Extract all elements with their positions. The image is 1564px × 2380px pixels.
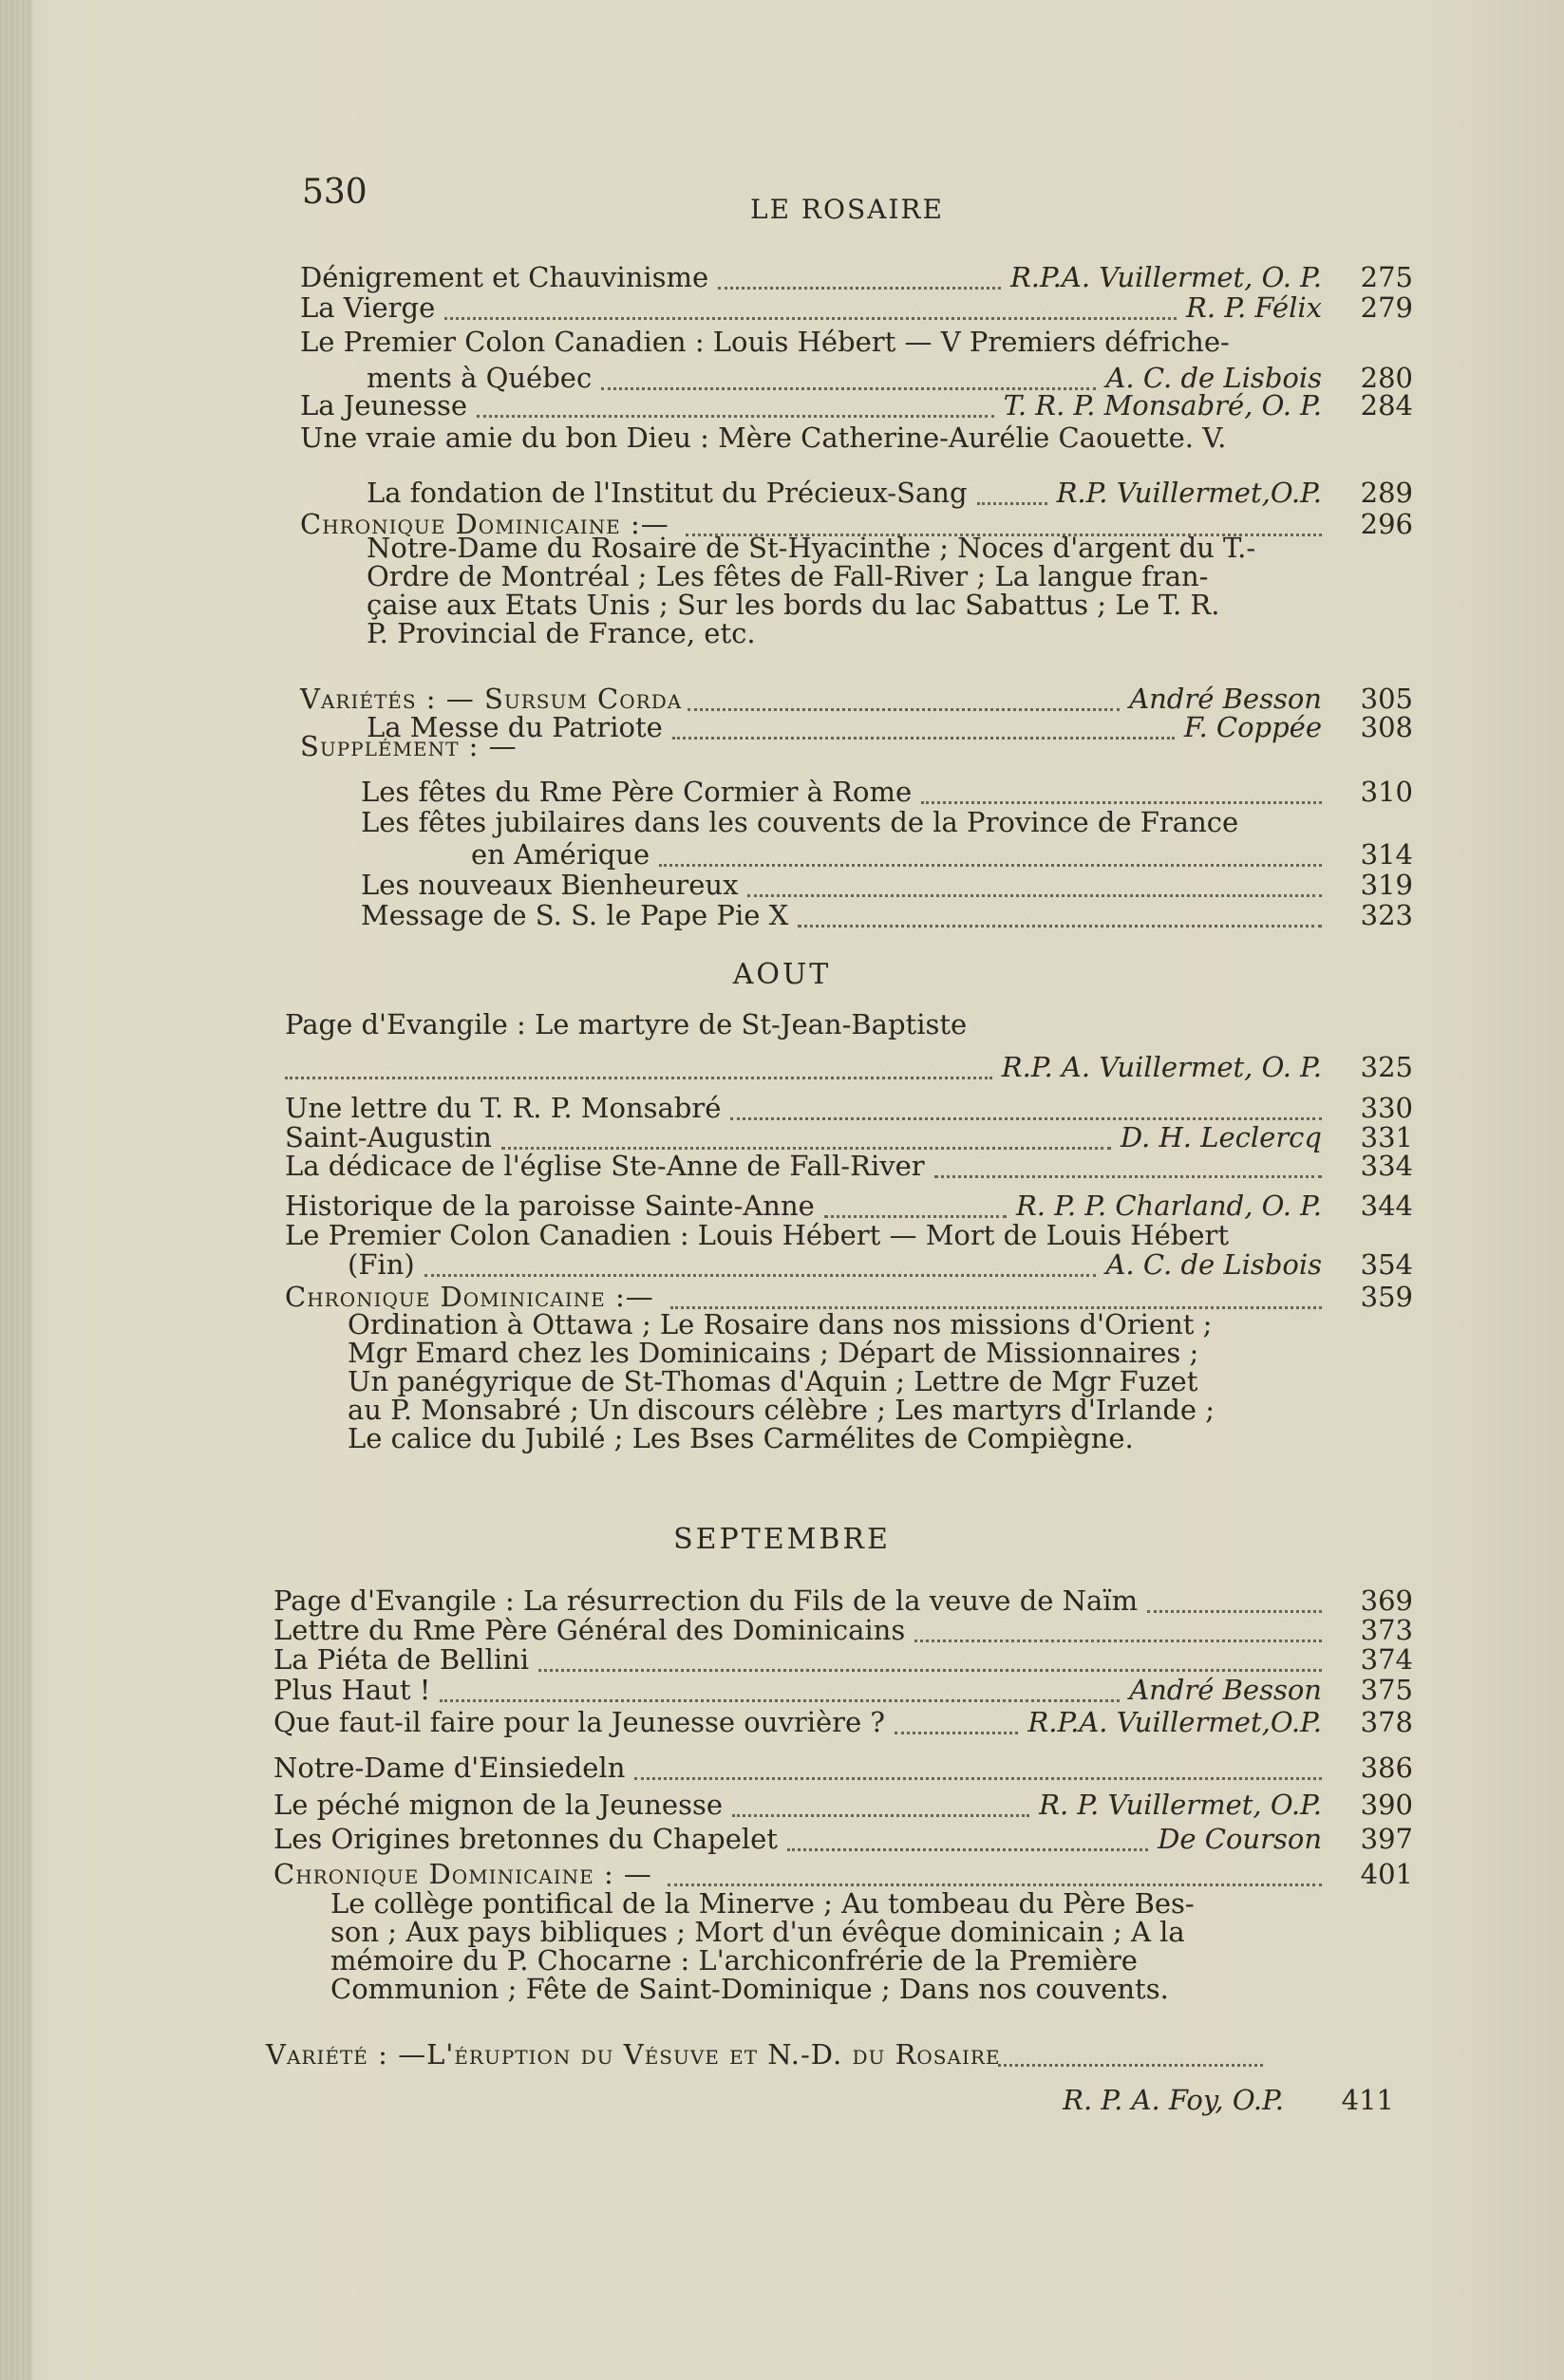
entry-page-number: 284 bbox=[1360, 389, 1413, 422]
entry-page-number: 373 bbox=[1360, 1614, 1413, 1646]
dot-leader bbox=[688, 708, 1120, 711]
entry-page-number: 275 bbox=[1360, 261, 1413, 293]
dot-leader bbox=[634, 1777, 1322, 1780]
entry-title: La Vierge bbox=[300, 291, 436, 324]
dot-leader bbox=[659, 864, 1322, 867]
toc-entry bbox=[0, 1051, 1564, 1092]
chronicle-line: Un panégyrique de St-Thomas d'Aquin ; Lettre de Mgr Fuzet bbox=[348, 1365, 1198, 1397]
entry-author: R.P. Vuillermet,O.P. bbox=[1056, 477, 1322, 509]
entry-author: R. P. A. Foy, O.P. bbox=[1063, 2084, 1284, 2116]
chronicle-line: au P. Monsabré ; Un discours célèbre ; Les martyrs d'Irlande ; bbox=[348, 1394, 1215, 1426]
toc-entry bbox=[0, 424, 1564, 462]
chronicle-line: son ; Aux pays bibliques ; Mort d'un évêque dominicain ; A la bbox=[330, 1916, 1185, 1948]
entry-title: (Fin) bbox=[348, 1248, 415, 1281]
entry-author: T. R. P. Monsabré, O. P. bbox=[1003, 389, 1322, 422]
entry-page-number: 397 bbox=[1360, 1823, 1413, 1855]
entry-title: La fondation de l'Institut du Précieux-Sang bbox=[367, 477, 968, 509]
toc-entry bbox=[0, 1791, 1564, 1829]
entry-page-number: 325 bbox=[1360, 1051, 1413, 1083]
entry-title: Une lettre du T. R. P. Monsabré bbox=[285, 1092, 722, 1124]
entry-page-number: 319 bbox=[1360, 869, 1413, 901]
entry-title: Les Origines bretonnes du Chapelet bbox=[273, 1823, 778, 1855]
entry-title: La Messe du Patriote bbox=[367, 711, 663, 743]
entry-page-number: 401 bbox=[1360, 1858, 1413, 1890]
entry-page-number: 354 bbox=[1360, 1248, 1413, 1281]
entry-author: De Courson bbox=[1158, 1823, 1322, 1855]
entry-title: Chronique Dominicaine : — bbox=[273, 1858, 652, 1890]
entry-title: Le péché mignon de la Jeunesse bbox=[273, 1789, 723, 1821]
chronicle-line: Ordination à Ottawa ; Le Rosaire dans nos missions d'Orient ; bbox=[348, 1308, 1213, 1340]
dot-leader bbox=[998, 2064, 1263, 2067]
entry-author: André Besson bbox=[1129, 683, 1322, 715]
entry-author: A. C. de Lisbois bbox=[1105, 362, 1322, 394]
entry-author: R.P. A. Vuillermet, O. P. bbox=[1001, 1051, 1322, 1083]
dot-leader bbox=[668, 1883, 1322, 1886]
entry-page-number: 305 bbox=[1360, 683, 1413, 715]
entry-title: Dénigrement et Chauvinisme bbox=[300, 261, 709, 293]
toc-entry bbox=[0, 1823, 1564, 1864]
entry-page-number: 374 bbox=[1360, 1643, 1413, 1676]
entry-title: Saint-Augustin bbox=[285, 1121, 492, 1153]
entry-author: R.P.A. Vuillermet,O.P. bbox=[1027, 1706, 1322, 1738]
entry-page-number: 314 bbox=[1360, 838, 1413, 871]
chronicle-line: Notre-Dame du Rosaire de St-Hyacinthe ; Noces d'argent du T.- bbox=[367, 532, 1256, 564]
entry-title: La Piéta de Bellini bbox=[273, 1643, 530, 1676]
entry-title: Notre-Dame d'Einsiedeln bbox=[273, 1752, 626, 1784]
entry-page-number: 390 bbox=[1360, 1789, 1413, 1821]
toc-entry bbox=[0, 899, 1564, 940]
toc-entry bbox=[0, 730, 1564, 771]
dot-leader bbox=[718, 287, 1001, 290]
dot-leader bbox=[914, 1640, 1322, 1642]
entry-title: Supplément : — bbox=[300, 730, 518, 762]
chronicle-line: çaise aux Etats Unis ; Sur les bords du lac Sabattus ; Le T. R. bbox=[367, 589, 1220, 621]
toc-entry bbox=[0, 2084, 1564, 2125]
month-heading-august: AOUT bbox=[732, 958, 832, 991]
entry-author: R.P.A. Vuillermet, O. P. bbox=[1009, 261, 1322, 293]
entry-title: La dédicace de l'église Ste-Anne de Fall-River bbox=[285, 1150, 925, 1182]
entry-page-number: 279 bbox=[1360, 291, 1413, 324]
chronicle-line: Communion ; Fête de Saint-Dominique ; Dans nos couvents. bbox=[330, 1973, 1169, 2005]
entry-title: Le Premier Colon Canadien : Louis Hébert — Mort de Louis Hébert bbox=[285, 1219, 1230, 1251]
entry-title: Chronique Dominicaine :— bbox=[285, 1281, 654, 1313]
chronicle-line: Mgr Emard chez les Dominicains ; Départ de Missionnaires ; bbox=[348, 1337, 1199, 1369]
entry-title: Les fêtes jubilaires dans les couvents de la Province de France bbox=[361, 806, 1239, 838]
dot-leader bbox=[538, 1669, 1322, 1672]
dot-leader bbox=[921, 801, 1322, 804]
entry-title: Le Premier Colon Canadien : Louis Hébert — V Premiers défriche- bbox=[300, 326, 1230, 358]
chronicle-line: Le calice du Jubilé ; Les Bses Carmélites de Compiègne. bbox=[348, 1422, 1134, 1454]
toc-entry bbox=[0, 2038, 1564, 2079]
toc-entry bbox=[0, 1754, 1564, 1792]
dot-leader bbox=[444, 317, 1177, 320]
month-heading-september: SEPTEMBRE bbox=[673, 1523, 891, 1556]
chronicle-line: Ordre de Montréal ; Les fêtes de Fall-River ; La langue fran- bbox=[367, 560, 1209, 592]
entry-title: ments à Québec bbox=[367, 362, 593, 394]
entry-title: Historique de la paroisse Sainte-Anne bbox=[285, 1190, 815, 1222]
dot-leader bbox=[732, 1814, 1029, 1817]
entry-title: Lettre du Rme Père Général des Dominicains bbox=[273, 1614, 906, 1646]
dot-leader bbox=[1147, 1610, 1322, 1613]
entry-page-number: 296 bbox=[1360, 508, 1413, 540]
dot-leader bbox=[440, 1699, 1120, 1702]
entry-title: Plus Haut ! bbox=[273, 1674, 431, 1706]
entry-title: La Jeunesse bbox=[300, 389, 467, 422]
entry-page-number: 334 bbox=[1360, 1150, 1413, 1182]
entry-page-number: 280 bbox=[1360, 362, 1413, 394]
chronicle-line: P. Provincial de France, etc. bbox=[367, 617, 756, 649]
entry-page-number: 331 bbox=[1360, 1121, 1413, 1153]
entry-title: Message de S. S. le Pape Pie X bbox=[361, 899, 789, 931]
entry-page-number: 344 bbox=[1360, 1190, 1413, 1222]
dot-leader bbox=[424, 1274, 1097, 1277]
entry-title: Variété : —L'éruption du Vésuve et N.-D. du Rosaire bbox=[266, 2038, 1001, 2071]
dot-leader bbox=[787, 1848, 1148, 1851]
entry-author: André Besson bbox=[1129, 1674, 1322, 1706]
toc-entry bbox=[0, 1008, 1564, 1049]
entry-author: R. P. Félix bbox=[1186, 291, 1322, 324]
chronicle-summary bbox=[367, 534, 1255, 647]
chronicle-summary bbox=[330, 1889, 1195, 2003]
entry-page-number: 359 bbox=[1360, 1281, 1413, 1313]
entry-author: R. P. P. Charland, O. P. bbox=[1015, 1190, 1322, 1222]
toc-entry bbox=[0, 1150, 1564, 1190]
entry-page-number: 310 bbox=[1360, 776, 1413, 808]
entry-author: A. C. de Lisbois bbox=[1105, 1248, 1322, 1281]
entry-page-number: 323 bbox=[1360, 899, 1413, 931]
entry-page-number: 289 bbox=[1360, 477, 1413, 509]
dot-leader bbox=[824, 1215, 1007, 1218]
dot-leader bbox=[798, 925, 1322, 928]
entry-author: R. P. Vuillermet, O.P. bbox=[1039, 1789, 1322, 1821]
dot-leader bbox=[285, 1077, 992, 1079]
dot-leader bbox=[747, 894, 1322, 897]
entry-page-number: 375 bbox=[1360, 1674, 1413, 1706]
dot-leader bbox=[977, 502, 1047, 505]
toc-entry bbox=[0, 328, 1564, 366]
running-title: LE ROSAIRE bbox=[750, 194, 944, 225]
dot-leader bbox=[934, 1175, 1322, 1178]
entry-title: Que faut-il faire pour la Jeunesse ouvrière ? bbox=[273, 1706, 885, 1738]
entry-author: F. Coppée bbox=[1183, 711, 1322, 743]
entry-title: Une vraie amie du bon Dieu : Mère Catherine-Aurélie Caouette. V. bbox=[300, 422, 1227, 454]
chronicle-summary bbox=[348, 1310, 1215, 1452]
entry-title: Variétés : — Sursum Corda bbox=[300, 683, 683, 715]
entry-page-number: 308 bbox=[1360, 711, 1413, 743]
entry-title: Page d'Evangile : La résurrection du Fils de la veuve de Naïm bbox=[273, 1584, 1139, 1617]
entry-page-number: 378 bbox=[1360, 1706, 1413, 1738]
entry-title: Page d'Evangile : Le martyre de St-Jean-Baptiste bbox=[285, 1008, 968, 1040]
entry-page-number: 369 bbox=[1360, 1584, 1413, 1617]
dot-leader bbox=[477, 415, 994, 418]
entry-title: Les nouveaux Bienheureux bbox=[361, 869, 739, 901]
entry-page-number: 330 bbox=[1360, 1092, 1413, 1124]
entry-title: Chronique Dominicaine :— bbox=[300, 508, 669, 540]
entry-title: Les fêtes du Rme Père Cormier à Rome bbox=[361, 776, 913, 808]
dot-leader bbox=[895, 1732, 1018, 1734]
entry-author: D. H. Leclercq bbox=[1120, 1121, 1322, 1153]
page-number: 530 bbox=[302, 173, 367, 212]
entry-page-number: 411 bbox=[1341, 2084, 1394, 2116]
chronicle-line: mémoire du P. Chocarne : L'archiconfrérie de la Première bbox=[330, 1944, 1138, 1977]
toc-entry bbox=[0, 1706, 1564, 1747]
chronicle-line: Le collège pontifical de la Minerve ; Au tombeau du Père Bes- bbox=[330, 1887, 1195, 1920]
dot-leader bbox=[730, 1117, 1322, 1120]
entry-page-number: 386 bbox=[1360, 1752, 1413, 1784]
entry-title: en Amérique bbox=[471, 838, 650, 871]
